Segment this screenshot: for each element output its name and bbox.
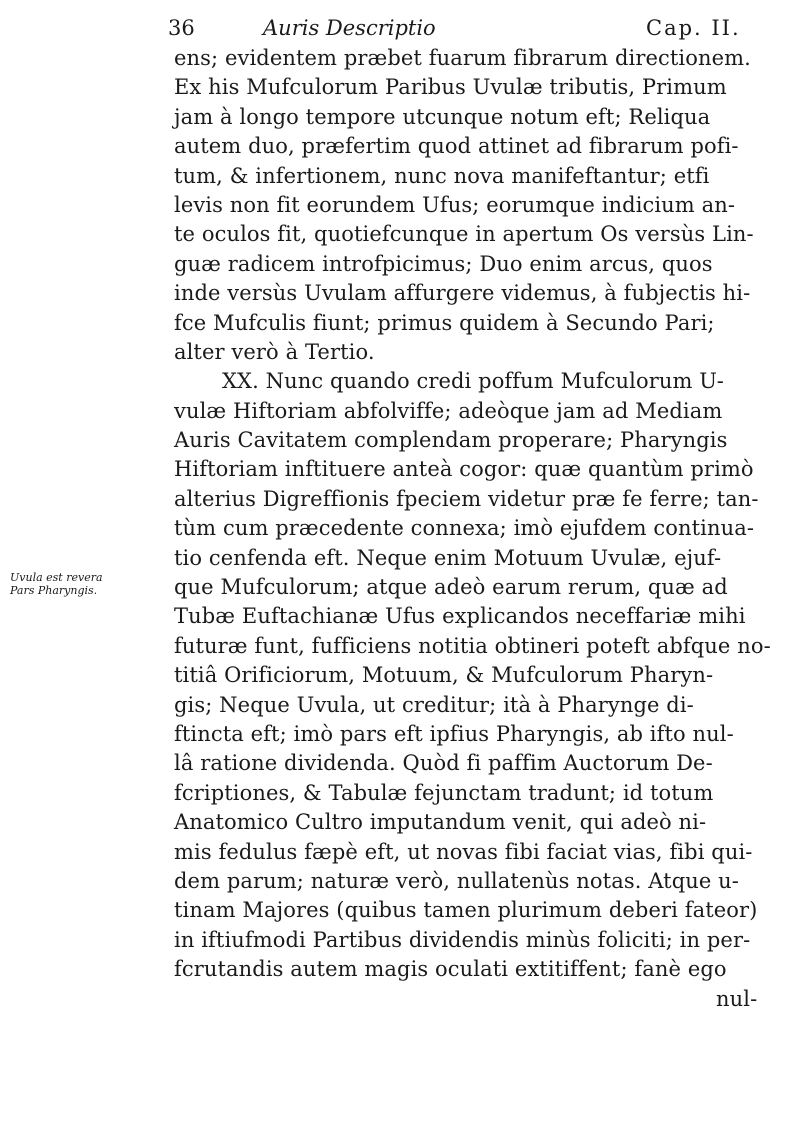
body-text <box>174 44 794 1014</box>
text-line: levis non fit eorundem Ufus; eorumque indicium an- <box>174 192 736 217</box>
section-start-line: XX. Nunc quando credi poffum Mufculorum U- <box>222 369 724 394</box>
text-line: guæ radicem introfpicimus; Duo enim arcus, quos <box>174 251 713 276</box>
text-line: Ex his Mufculorum Paribus Uvulæ tributis, Primum <box>174 75 727 100</box>
text-line: vulæ Hiftoriam abfolviffe; adeòque jam ad Mediam <box>174 398 723 423</box>
text-line: dem parum; naturæ verò, nullatenùs notas. Atque u- <box>174 868 739 893</box>
page-header <box>168 12 798 46</box>
text-line: futuræ funt, fufficiens notitia obtineri poteft abfque no- <box>174 633 771 658</box>
text-line: alterius Digreffionis fpeciem videtur præ fe ferre; tan- <box>174 486 759 511</box>
text-line: jam à longo tempore utcunque notum eft; Reliqua <box>174 104 711 129</box>
chapter-label: Cap. II. <box>646 16 741 40</box>
text-line: que Mufculorum; atque adeò earum rerum, quæ ad <box>174 575 728 600</box>
text-line: lâ ratione dividenda. Quòd fi paffim Auctorum De- <box>174 751 713 776</box>
text-line: Tubæ Euftachianæ Ufus explicandos neceffariæ mihi <box>174 604 746 629</box>
text-line: gis; Neque Uvula, ut creditur; ità à Pharynge di- <box>174 692 694 717</box>
running-title: Auris Descriptio <box>263 16 436 40</box>
text-line: alter verò à Tertio. <box>174 339 375 364</box>
text-line: tùm cum præcedente connexa; imò ejufdem continua- <box>174 516 755 541</box>
text-line: fcrutandis autem magis oculati extitiffent; fanè ego <box>174 957 727 982</box>
text-line: titiâ Orificiorum, Motuum, & Mufculorum Pharyn- <box>174 663 714 688</box>
text-line: ftincta eft; imò pars eft ipfius Pharyngis, ab ifto nul- <box>174 721 734 746</box>
text-line: mis fedulus fæpè eft, ut novas fibi faciat vias, fibi qui- <box>174 839 753 864</box>
text-line: Auris Cavitatem complendam properare; Pharyngis <box>174 428 728 453</box>
text-line: tinam Majores (quibus tamen plurimum deberi fateor) <box>174 898 758 923</box>
text-line: Hiftoriam inftituere anteà cogor: quæ quantùm primò <box>174 457 754 482</box>
margin-note <box>10 571 170 597</box>
text-line: inde versùs Uvulam affurgere videmus, à fubjectis hi- <box>174 281 751 306</box>
text-line: tum, & infertionem, nunc nova manifeftantur; etfi <box>174 163 710 188</box>
text-line: ens; evidentem præbet fuarum fibrarum directionem. <box>174 46 751 70</box>
text-line: te oculos fit, quotiefcunque in apertum Os versùs Lin- <box>174 222 754 247</box>
text-line: fcriptiones, & Tabulæ fejunctam tradunt; id totum <box>174 780 714 805</box>
margin-note-line: Pars Pharyngis. <box>10 584 98 597</box>
text-line: autem duo, præfertim quod attinet ad fibrarum pofi- <box>174 134 739 159</box>
text-line: Anatomico Cultro imputandum venit, qui adeò ni- <box>174 810 707 835</box>
text-line: tio cenfenda eft. Neque enim Motuum Uvulæ, ejuf- <box>174 545 722 570</box>
text-line: in iftiufmodi Partibus dividendis minùs foliciti; in per- <box>174 927 751 952</box>
margin-note-line: Uvula est revera <box>10 571 103 584</box>
catchword: nul- <box>716 986 758 1011</box>
page-number: 36 <box>168 16 195 40</box>
text-line: fce Mufculis fiunt; primus quidem à Secundo Pari; <box>174 310 715 335</box>
